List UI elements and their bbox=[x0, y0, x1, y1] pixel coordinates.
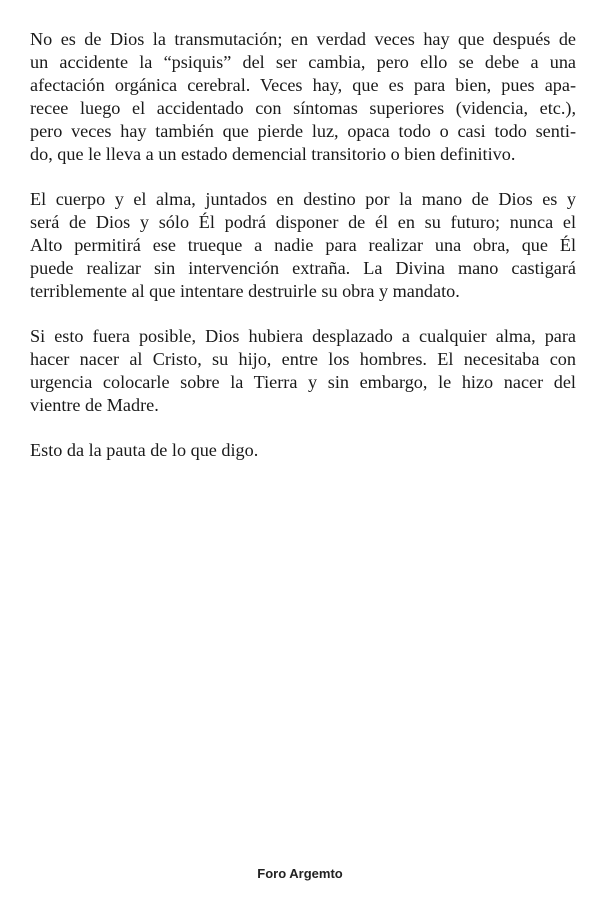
text-line: recee luego el accidentado con síntomas superiores (videncia, etc.), bbox=[30, 98, 576, 118]
text-line: será de Dios y sólo Él podrá disponer de él en su futuro; nunca el bbox=[30, 212, 576, 232]
text-line: urgencia colocarle sobre la Tierra y sin embargo, le hizo nacer del bbox=[30, 372, 576, 392]
page-footer: Foro Argemto bbox=[257, 866, 343, 881]
text-line: afectación orgánica cerebral. Veces hay, que es para bien, pues apa- bbox=[30, 75, 576, 95]
paragraph-transmutation bbox=[30, 28, 576, 166]
page-body bbox=[30, 28, 576, 484]
paragraph-christ bbox=[30, 325, 576, 417]
text-line: puede realizar sin intervención extraña. La Divina mano castigará bbox=[30, 258, 576, 278]
paragraph-conclusion bbox=[30, 439, 576, 462]
text-line: vientre de Madre. bbox=[30, 395, 159, 415]
text-line: Alto permitirá ese trueque a nadie para realizar una obra, que Él bbox=[30, 235, 576, 255]
text-line: Esto da la pauta de lo que digo. bbox=[30, 440, 259, 460]
text-line: un accidente la “psiquis” del ser cambia, pero ello se debe a una bbox=[30, 52, 576, 72]
text-line: Si esto fuera posible, Dios hubiera desplazado a cualquier alma, para bbox=[30, 326, 576, 346]
paragraph-body-and-soul bbox=[30, 188, 576, 303]
text-line: do, que le lleva a un estado demencial transitorio o bien definitivo. bbox=[30, 144, 516, 164]
text-line: terriblemente al que intentare destruirle su obra y mandato. bbox=[30, 281, 460, 301]
text-line: No es de Dios la transmutación; en verdad veces hay que después de bbox=[30, 29, 576, 49]
text-line: pero veces hay también que pierde luz, opaca todo o casi todo senti- bbox=[30, 121, 576, 141]
text-line: El cuerpo y el alma, juntados en destino por la mano de Dios es y bbox=[30, 189, 576, 209]
text-line: hacer nacer al Cristo, su hijo, entre los hombres. El necesitaba con bbox=[30, 349, 576, 369]
